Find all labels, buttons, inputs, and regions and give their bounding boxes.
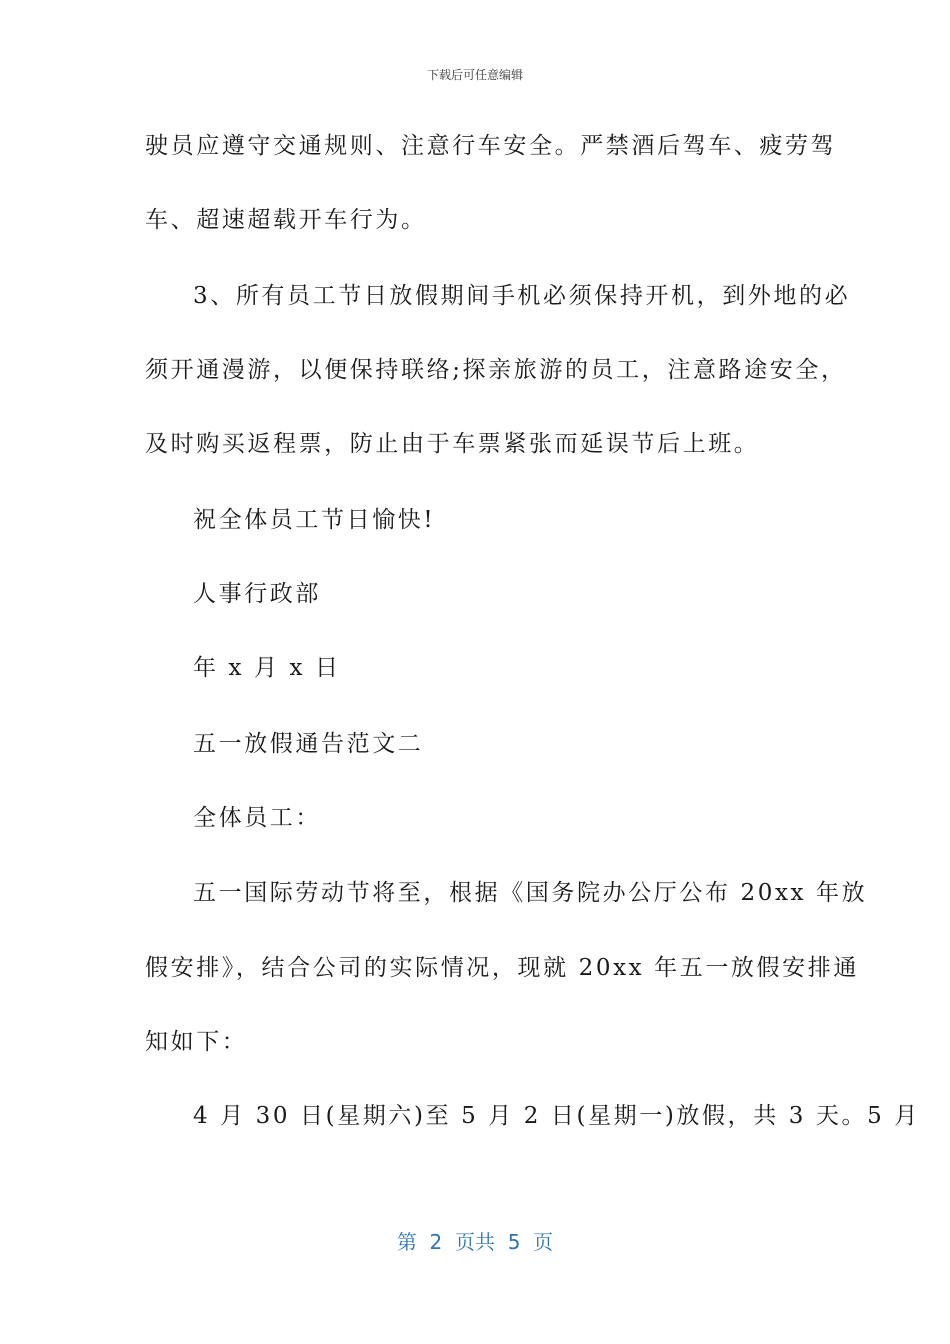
body-line-13: 知如下：: [145, 1029, 248, 1055]
body-line-2: 车、超速超载开车行为。: [145, 207, 427, 233]
body-line-8: 年 x 月 x 日: [193, 655, 341, 681]
body-line-4: 须开通漫游，以便保持联络;探亲旅游的员工，注意路途安全，: [145, 357, 847, 383]
body-line-12: 假安排》，结合公司的实际情况，现就 20xx 年五一放假安排通: [145, 955, 859, 981]
body-line-6: 祝全体员工节日愉快!: [193, 507, 436, 533]
body-line-10: 全体员工：: [193, 805, 321, 831]
body-line-3: 3、所有员工节日放假期间手机必须保持开机，到外地的必: [193, 283, 851, 309]
body-line-9: 五一放假通告范文二: [193, 731, 424, 757]
body-line-14: 4 月 30 日(星期六)至 5 月 2 日(星期一)放假，共 3 天。5 月: [193, 1103, 920, 1129]
body-line-11: 五一国际劳动节将至，根据《国务院办公厅公布 20xx 年放: [193, 880, 868, 906]
body-line-7: 人事行政部: [193, 581, 321, 607]
body-line-5: 及时购买返程票，防止由于车票紧张而延误节后上班。: [145, 431, 760, 457]
page-number-footer: 第 2 页共 5 页: [396, 1230, 554, 1254]
body-line-1: 驶员应遵守交通规则、注意行车安全。严禁酒后驾车、疲劳驾: [145, 133, 837, 159]
page-header: 下载后可任意编辑: [426, 68, 523, 82]
